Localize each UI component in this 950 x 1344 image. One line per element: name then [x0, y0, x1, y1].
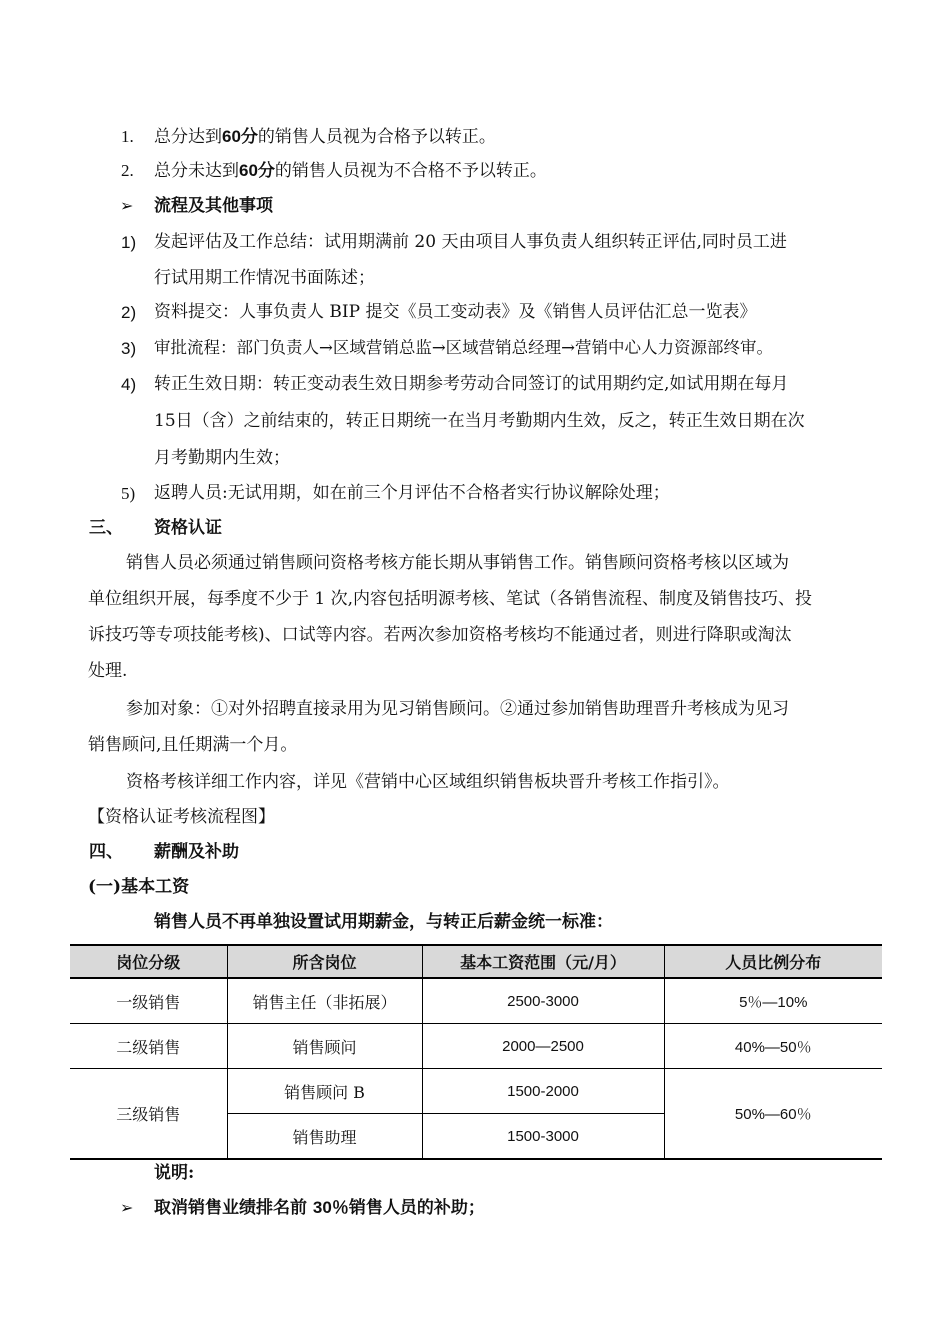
- para1-line4: 处理.: [88, 661, 128, 681]
- table-header-row: [70, 945, 882, 978]
- list-item-1: 总分达到60分的销售人员视为合格予以转正。: [154, 127, 496, 147]
- header-grade: 岗位分级: [70, 945, 227, 978]
- process-item-4-line2: 15日（含）之前结束的，转正日期统一在当月考勤期内生效，反之，转正生效日期在次: [154, 411, 805, 431]
- process-marker-5: 5): [121, 484, 136, 503]
- para1-line1: 销售人员必须通过销售顾问资格考核方能长期从事销售工作。销售顾问资格考核以区域为: [126, 553, 789, 573]
- note-item: 取消销售业绩排名前 30％销售人员的补助；: [154, 1198, 485, 1218]
- cell-salary: 2000—2500: [422, 1024, 664, 1069]
- process-item-4-line3: 月考勤期内生效；: [154, 448, 290, 468]
- process-item-5: 返聘人员:无试用期，如在前三个月评估不合格者实行协议解除处理；: [154, 483, 670, 503]
- cell-salary: 2500-3000: [422, 978, 664, 1024]
- cell-grade: 一级销售: [70, 978, 227, 1024]
- para2-line1: 参加对象：①对外招聘直接录用为见习销售顾问。②通过参加销售助理晋升考核成为见习: [126, 699, 789, 719]
- cell-grade: 二级销售: [70, 1024, 227, 1069]
- arrow-bullet-icon: ➢: [120, 196, 134, 215]
- section3-number: 三、: [89, 518, 123, 538]
- cell-position: 销售顾问 B: [227, 1069, 422, 1114]
- cell-ratio: 40%—50％: [664, 1024, 882, 1069]
- process-item-4-line1: 转正生效日期：转正变动表生效日期参考劳动合同签订的试用期约定,如试用期在每月: [154, 374, 789, 394]
- para3: 资格考核详细工作内容，详见《营销中心区域组织销售板块晋升考核工作指引》。: [126, 772, 730, 792]
- section4-number: 四、: [89, 842, 123, 862]
- list-item-2: 总分未达到60分的销售人员视为不合格不予以转正。: [154, 161, 547, 181]
- subsection-basic-salary: (一)基本工资: [88, 877, 190, 897]
- table-row: [70, 1024, 882, 1069]
- table-row: [70, 1069, 882, 1114]
- table-intro: 销售人员不再单独设置试用期薪金，与转正后薪金统一标准：: [154, 912, 613, 932]
- header-ratio: 人员比例分布: [664, 945, 882, 978]
- cell-salary: 1500-2000: [422, 1069, 664, 1114]
- para1-line3: 诉技巧等专项技能考核)、口试等内容。若两次参加资格考核均不能通过者，则进行降职或淘汰: [88, 625, 792, 645]
- list-marker-2: 2.: [121, 161, 134, 180]
- section3-title: 资格认证: [154, 518, 222, 538]
- arrow-bullet-icon: ➢: [120, 1198, 134, 1217]
- cell-position: 销售助理: [227, 1114, 422, 1160]
- note-label: 说明:: [154, 1163, 195, 1183]
- process-marker-4: 4): [121, 375, 137, 394]
- flowchart-label: 【资格认证考核流程图】: [88, 807, 275, 827]
- cell-ratio: 50%—60％: [664, 1069, 882, 1160]
- process-marker-2: 2): [121, 303, 137, 322]
- process-heading: 流程及其他事项: [154, 196, 273, 216]
- salary-table: [70, 944, 882, 1160]
- process-item-2: 资料提交：人事负责人 BIP 提交《员工变动表》及《销售人员评估汇总一览表》: [154, 302, 757, 322]
- list-marker-1: 1.: [121, 127, 134, 146]
- cell-ratio: 5％—10%: [664, 978, 882, 1024]
- process-marker-3: 3): [121, 339, 137, 358]
- process-marker-1: 1): [121, 233, 137, 252]
- header-position: 所含岗位: [227, 945, 422, 978]
- process-item-1-line2: 行试用期工作情况书面陈述；: [154, 268, 375, 288]
- cell-grade: 三级销售: [70, 1069, 227, 1160]
- cell-position: 销售顾问: [227, 1024, 422, 1069]
- section4-title: 薪酬及补助: [154, 842, 239, 862]
- cell-position: 销售主任（非拓展）: [227, 978, 422, 1024]
- cell-salary: 1500-3000: [422, 1114, 664, 1160]
- para1-line2: 单位组织开展，每季度不少于 1 次,内容包括明源考核、笔试（各销售流程、制度及销售技巧、投: [88, 589, 813, 609]
- para2-line2: 销售顾问,且任期满一个月。: [88, 735, 298, 755]
- table-row: [70, 978, 882, 1024]
- process-item-3: 审批流程：部门负责人→区域营销总监→区域营销总经理→营销中心人力资源部终审。: [154, 338, 773, 357]
- header-salary: 基本工资范围（元/月）: [422, 945, 664, 978]
- process-item-1-line1: 发起评估及工作总结：试用期满前 20 天由项目人事负责人组织转正评估,同时员工进: [154, 232, 787, 252]
